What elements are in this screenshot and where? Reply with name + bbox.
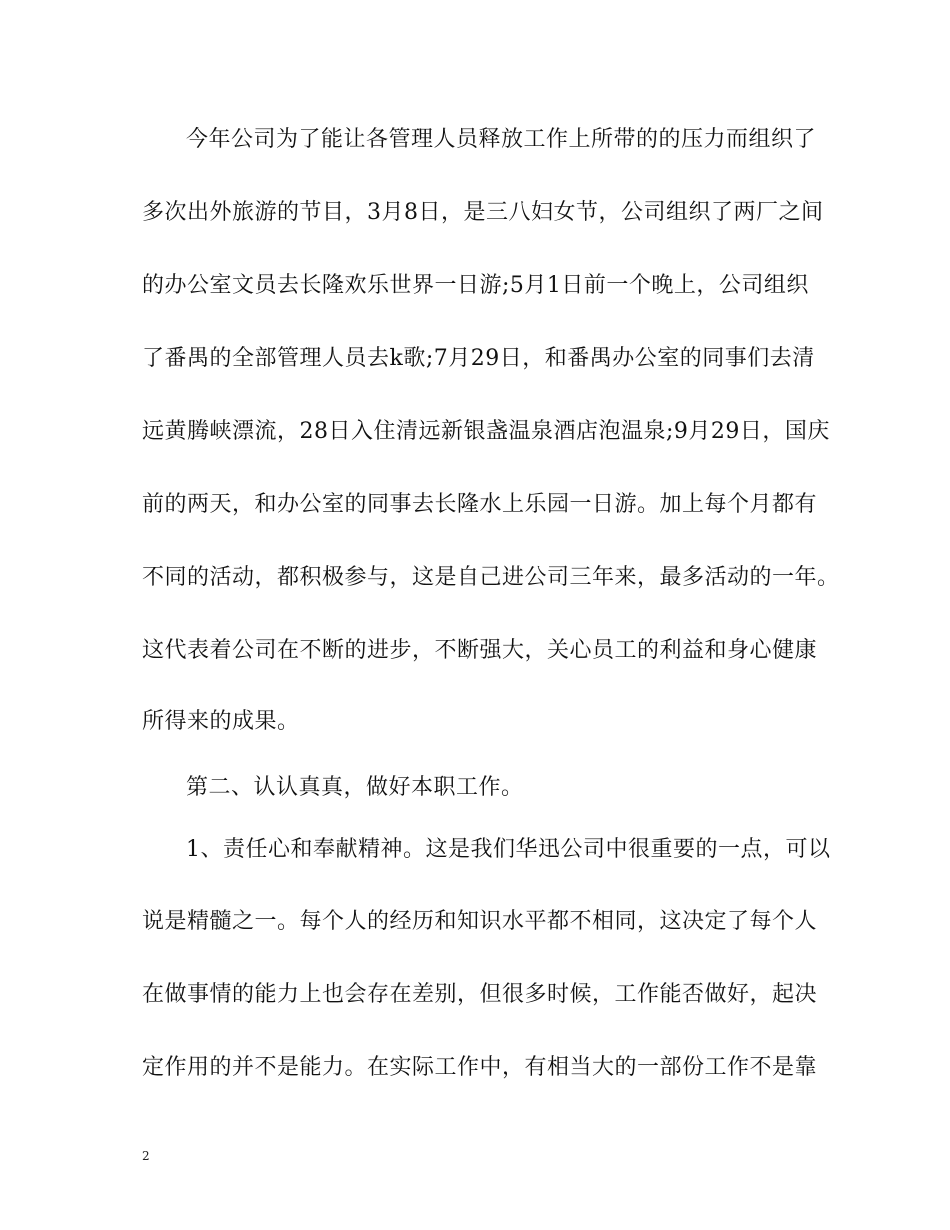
paragraph-line: 这代表着公司在不断的进步，不断强大，关心员工的利益和身心健康 bbox=[142, 638, 818, 663]
paragraph-line: 多次出外旅游的节目，3月8日，是三八妇女节，公司组织了两厂之间 bbox=[142, 200, 824, 225]
paragraph-line: 了番禺的全部管理人员去k歌;7月29日，和番禺办公室的同事们去清 bbox=[142, 346, 815, 371]
page-number: 2 bbox=[142, 1149, 150, 1163]
paragraph-line: 的办公室文员去长隆欢乐世界一日游;5月1日前一个晚上，公司组织 bbox=[142, 273, 809, 298]
paragraph-line: 所得来的成果。 bbox=[142, 709, 300, 734]
paragraph-line: 在做事情的能力上也会存在差别，但很多时候，工作能否做好，起决 bbox=[142, 982, 818, 1007]
paragraph-line: 远黄腾峡漂流，28日入住清远新银盏温泉酒店泡温泉;9月29日，国庆 bbox=[142, 419, 830, 444]
paragraph-line: 定作用的并不是能力。在实际工作中，有相当大的一部份工作不是靠 bbox=[142, 1055, 818, 1080]
paragraph-line: 1、责任心和奉献精神。这是我们华迅公司中很重要的一点，可以 bbox=[186, 837, 831, 862]
paragraph-line: 今年公司为了能让各管理人员释放工作上所带的的压力而组织了 bbox=[186, 127, 817, 152]
paragraph-line: 说是精髓之一。每个人的经历和知识水平都不相同，这决定了每个人 bbox=[142, 909, 818, 934]
paragraph-line: 前的两天，和办公室的同事去长隆水上乐园一日游。加上每个月都有 bbox=[142, 492, 818, 517]
section-heading: 第二、认认真真，做好本职工作。 bbox=[186, 775, 524, 800]
paragraph-line: 不同的活动，都积极参与，这是自己进公司三年来，最多活动的一年。 bbox=[142, 565, 840, 590]
